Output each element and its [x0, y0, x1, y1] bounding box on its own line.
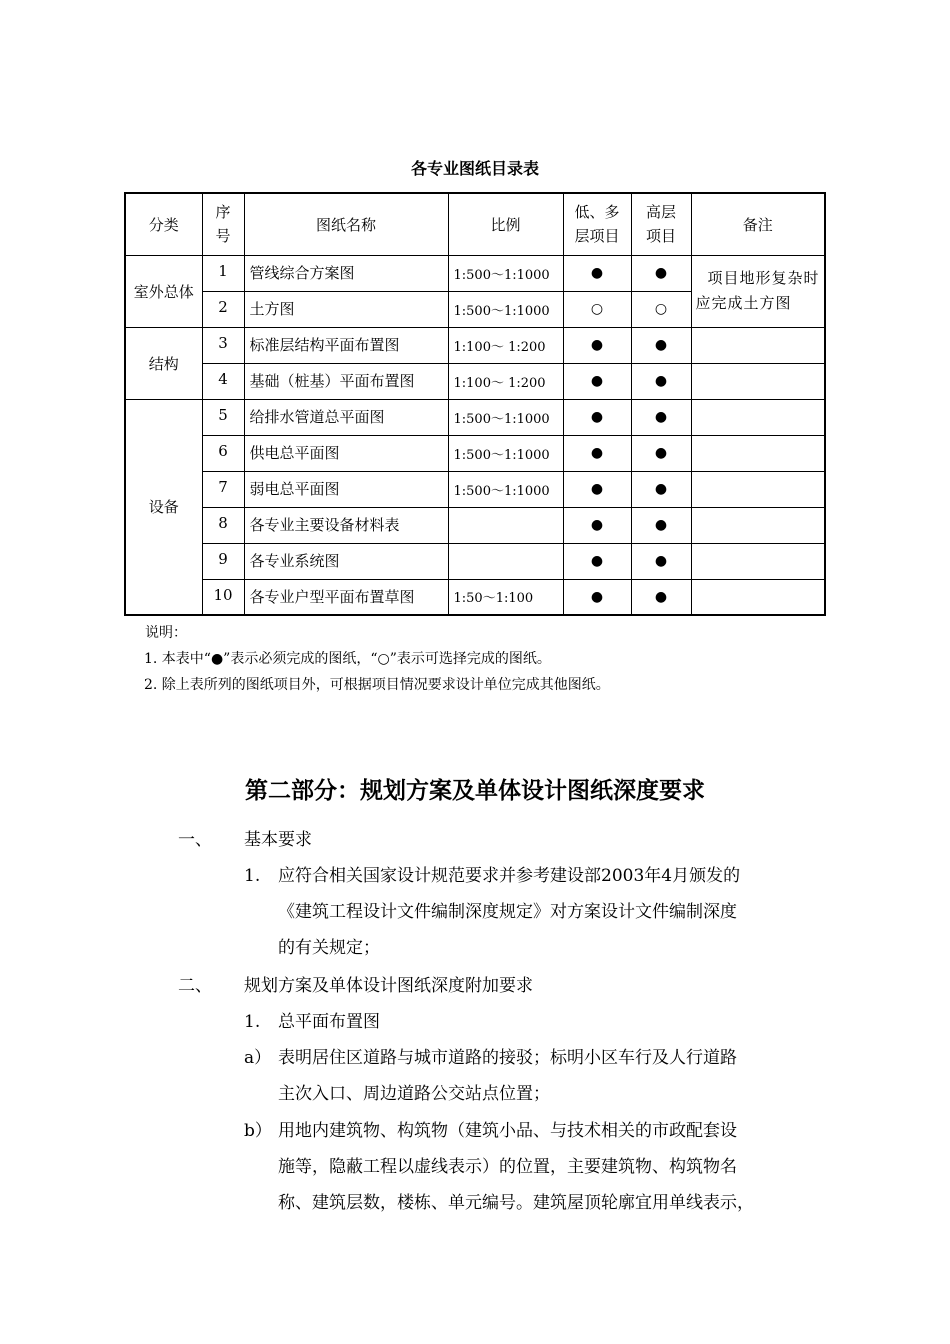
remark-cell: 项目地形复杂时应完成土方图: [691, 255, 825, 327]
drawing-name: 给排水管道总平面图: [244, 399, 448, 435]
text-line: 应符合相关国家设计规范要求并参考建设部2003年4月颁发的: [278, 866, 741, 886]
row-number: 7: [202, 471, 244, 507]
section-number: 二、: [178, 976, 212, 996]
header-number: 序 号: [202, 193, 244, 255]
remark-cell: [691, 471, 825, 507]
table-row: [125, 507, 825, 543]
table-header-row: [125, 193, 825, 255]
drawing-name: 供电总平面图: [244, 435, 448, 471]
drawing-scale: [448, 507, 563, 543]
drawing-scale: 1:500～1:1000: [448, 255, 563, 291]
high-rise-mark: ●: [631, 435, 691, 471]
drawing-name: 弱电总平面图: [244, 471, 448, 507]
remark-cell: [691, 399, 825, 435]
category-cell: 结构: [125, 327, 202, 399]
remark-cell: [691, 579, 825, 615]
drawing-name: 各专业主要设备材料表: [244, 507, 448, 543]
header-high-rise: 高层 项目: [631, 193, 691, 255]
table-row: [125, 471, 825, 507]
row-number: 5: [202, 399, 244, 435]
remark-cell: [691, 507, 825, 543]
drawing-scale: 1:100～ 1:200: [448, 327, 563, 363]
item-title: 总平面布置图: [278, 1012, 380, 1032]
table-row: [125, 435, 825, 471]
drawing-list-table: [124, 192, 826, 616]
text-line: 《建筑工程设计文件编制深度规定》对方案设计文件编制深度: [278, 902, 737, 922]
sub-item-text: [278, 1040, 737, 1112]
header-drawing-name: 图纸名称: [244, 193, 448, 255]
high-rise-mark: ●: [631, 327, 691, 363]
section-title: 基本要求: [244, 830, 312, 850]
drawing-scale: 1:100～ 1:200: [448, 363, 563, 399]
header-scale: 比例: [448, 193, 563, 255]
table-row: [125, 255, 825, 291]
row-number: 2: [202, 291, 244, 327]
remark-cell: [691, 435, 825, 471]
sub-item-marker: b）: [244, 1121, 272, 1141]
sub-item-marker: a）: [244, 1048, 272, 1068]
section-title: 规划方案及单体设计图纸深度附加要求: [244, 976, 533, 996]
low-rise-mark: ●: [563, 579, 631, 615]
row-number: 10: [202, 579, 244, 615]
table-row: [125, 399, 825, 435]
table-row: [125, 327, 825, 363]
drawing-name: 土方图: [244, 291, 448, 327]
note-item: 1. 本表中“●”表示必须完成的图纸，“○”表示可选择完成的图纸。: [144, 651, 551, 667]
header-remark: 备注: [691, 193, 825, 255]
header-category: 分类: [125, 193, 202, 255]
row-number: 4: [202, 363, 244, 399]
remark-cell: [691, 327, 825, 363]
drawing-scale: 1:50～1:100: [448, 579, 563, 615]
high-rise-mark: ●: [631, 399, 691, 435]
low-rise-mark: ○: [563, 291, 631, 327]
part-title: 第二部分：规划方案及单体设计图纸深度要求: [245, 778, 705, 804]
table-row: [125, 363, 825, 399]
low-rise-mark: ●: [563, 363, 631, 399]
table-notes: [145, 620, 610, 698]
item-text: [278, 858, 740, 966]
category-cell: 设备: [125, 399, 202, 615]
drawing-name: 管线综合方案图: [244, 255, 448, 291]
drawing-scale: 1:500～1:1000: [448, 291, 563, 327]
text-line: 施等，隐蔽工程以虚线表示）的位置，主要建筑物、构筑物名: [278, 1157, 737, 1177]
low-rise-mark: ●: [563, 255, 631, 291]
item-number: 1.: [244, 866, 261, 886]
drawing-scale: [448, 543, 563, 579]
high-rise-mark: ●: [631, 363, 691, 399]
drawing-name: 基础（桩基）平面布置图: [244, 363, 448, 399]
high-rise-mark: ●: [631, 543, 691, 579]
header-low-rise: 低、多 层项目: [563, 193, 631, 255]
item-number: 1.: [244, 1012, 261, 1032]
table-row: [125, 579, 825, 615]
row-number: 3: [202, 327, 244, 363]
low-rise-mark: ●: [563, 543, 631, 579]
section-number: 一、: [178, 830, 212, 850]
notes-heading: 说明：: [145, 625, 187, 641]
text-line: 用地内建筑物、构筑物（建筑小品、与技术相关的市政配套设: [278, 1121, 737, 1141]
high-rise-mark: ●: [631, 507, 691, 543]
note-item: 2. 除上表所列的图纸项目外，可根据项目情况要求设计单位完成其他图纸。: [144, 677, 610, 693]
row-number: 9: [202, 543, 244, 579]
row-number: 8: [202, 507, 244, 543]
low-rise-mark: ●: [563, 327, 631, 363]
row-number: 6: [202, 435, 244, 471]
text-line: 表明居住区道路与城市道路的接驳；标明小区车行及人行道路: [278, 1048, 737, 1068]
high-rise-mark: ●: [631, 579, 691, 615]
high-rise-mark: ○: [631, 291, 691, 327]
remark-cell: [691, 543, 825, 579]
text-line: 称、建筑层数，楼栋、单元编号。建筑屋顶轮廓宜用单线表示，: [278, 1193, 754, 1213]
text-line: 主次入口、周边道路公交站点位置；: [278, 1084, 550, 1104]
text-line: 的有关规定；: [278, 938, 380, 958]
sub-item-text: [278, 1113, 754, 1221]
drawing-name: 标准层结构平面布置图: [244, 327, 448, 363]
low-rise-mark: ●: [563, 399, 631, 435]
drawing-scale: 1:500～1:1000: [448, 399, 563, 435]
drawing-name: 各专业系统图: [244, 543, 448, 579]
drawing-name: 各专业户型平面布置草图: [244, 579, 448, 615]
table-title: 各专业图纸目录表: [410, 159, 539, 178]
drawing-scale: 1:500～1:1000: [448, 435, 563, 471]
category-cell: 室外总体: [125, 255, 202, 327]
low-rise-mark: ●: [563, 471, 631, 507]
table-row: [125, 543, 825, 579]
high-rise-mark: ●: [631, 255, 691, 291]
low-rise-mark: ●: [563, 507, 631, 543]
low-rise-mark: ●: [563, 435, 631, 471]
drawing-scale: 1:500～1:1000: [448, 471, 563, 507]
high-rise-mark: ●: [631, 471, 691, 507]
row-number: 1: [202, 255, 244, 291]
remark-cell: [691, 363, 825, 399]
